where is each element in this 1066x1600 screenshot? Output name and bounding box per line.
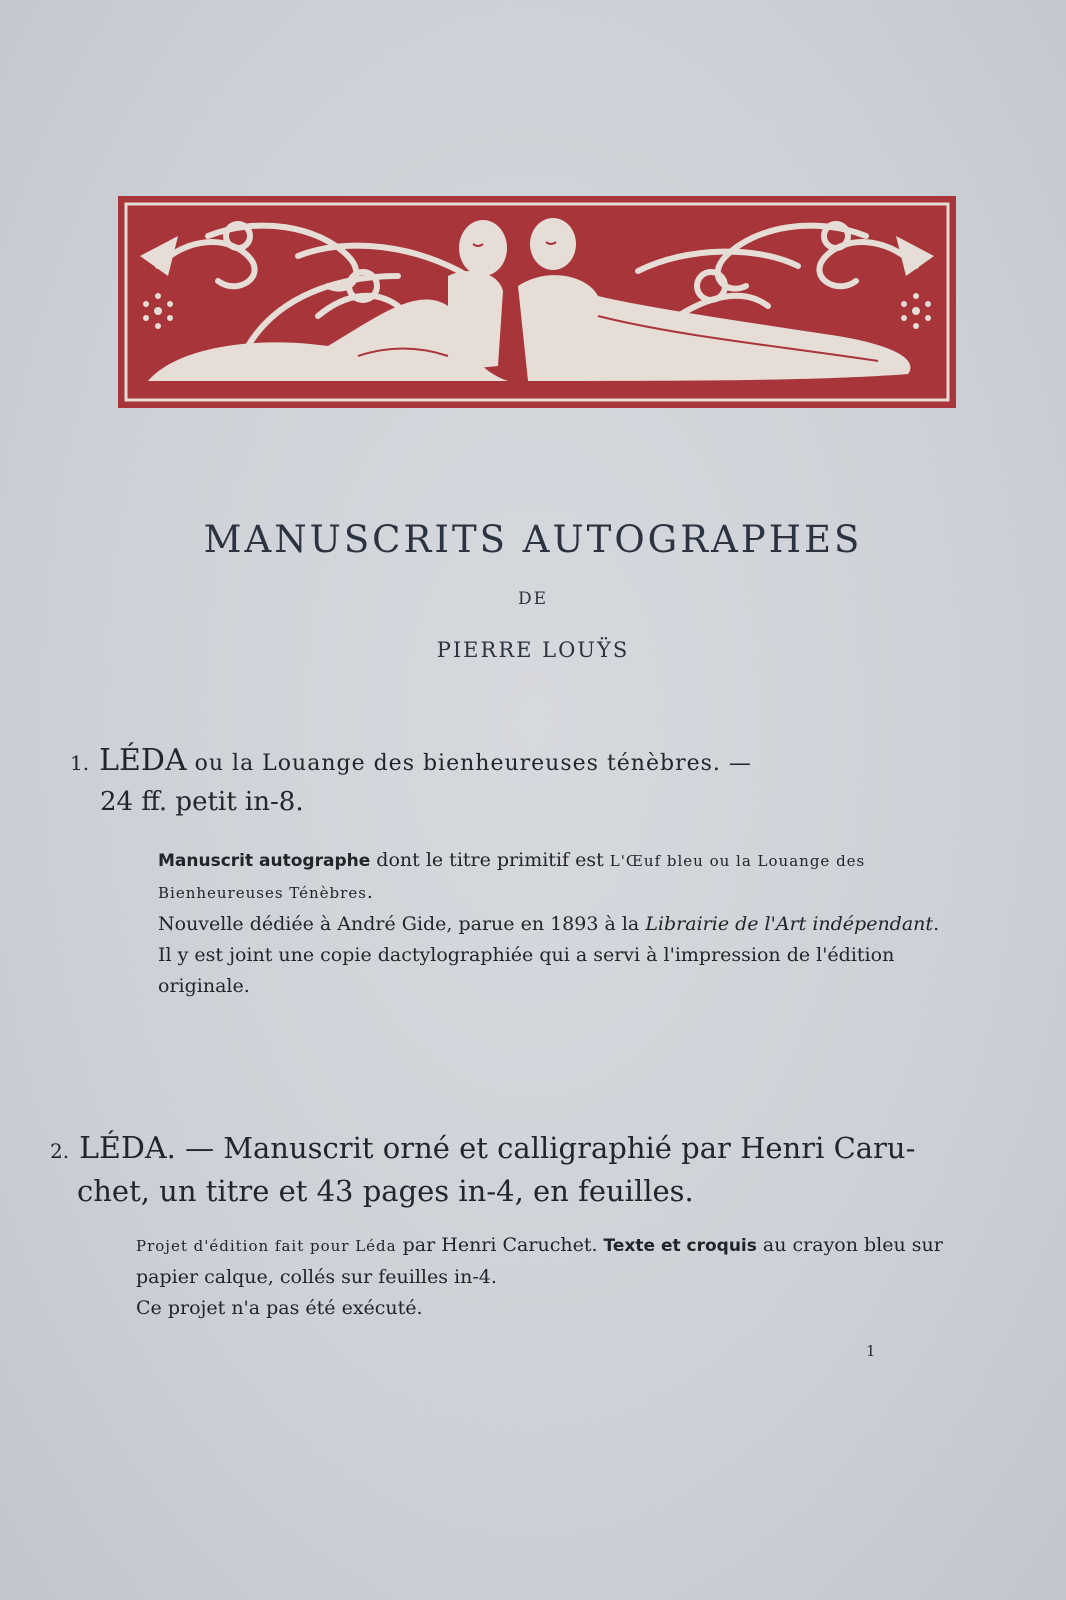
publisher-name: Librairie de l'Art indépendant — [645, 913, 934, 935]
entry-format: chet, un titre et 43 pages in-4, en feuilles. — [77, 1174, 694, 1208]
small-caps-phrase: Projet d'édition fait pour Léda — [136, 1237, 397, 1255]
entry-number: 1. — [70, 751, 90, 775]
entry-title-main: LÉDA — [79, 1131, 167, 1166]
description-paragraph — [112, 1230, 982, 1293]
text-run: . — [933, 913, 940, 935]
page-title: MANUSCRITS AUTOGRAPHES — [203, 518, 863, 561]
entry-title-rest: ou la Louange des bienheureuses ténèbres. — — [186, 751, 752, 776]
description-paragraph: Il y est joint une copie dactylographiée qui a servi à l'impression de l'édition originale. — [158, 944, 895, 997]
title-preposition: DE — [517, 589, 549, 609]
entry-format: 24 ff. petit in-8. — [100, 787, 304, 817]
catalog-entry-2 — [50, 1128, 990, 1211]
entry-title-rest: . — Manuscrit orné et calligraphié par Henri Caru- — [166, 1131, 916, 1165]
description-paragraph — [134, 909, 964, 940]
description-paragraph: Ce projet n'a pas été exécuté. — [136, 1297, 423, 1319]
entry-title-main: LÉDA — [99, 743, 187, 778]
entry-title-line — [50, 1128, 990, 1171]
text-run: par Henri Caruchet. — [396, 1234, 604, 1256]
author-name: PIERRE LOUŸS — [436, 638, 630, 662]
catalog-entry-1 — [70, 742, 970, 821]
decorative-banner — [118, 196, 956, 408]
text-run: . — [366, 881, 373, 903]
text-run: au crayon bleu sur papier calque, collés sur feuilles in-4. — [136, 1234, 943, 1288]
entry-2-description — [112, 1230, 982, 1324]
small-caps-title: L'Œuf bleu ou la Louange des Bienheureuses Ténèbres — [158, 852, 866, 902]
entry-title-line — [70, 742, 970, 783]
bold-phrase: Texte et croquis — [603, 1236, 757, 1256]
text-run: Nouvelle dédiée à André Gide, parue en 1893 à la — [158, 913, 646, 935]
description-paragraph — [134, 845, 964, 909]
entry-number: 2. — [50, 1139, 70, 1163]
page-number: 1 — [866, 1342, 876, 1360]
entry-1-description — [134, 845, 964, 1002]
ornament-illustration — [118, 196, 956, 408]
text-run: dont le titre primitif est — [370, 849, 610, 871]
bold-phrase: Manuscrit autographe — [158, 851, 371, 871]
